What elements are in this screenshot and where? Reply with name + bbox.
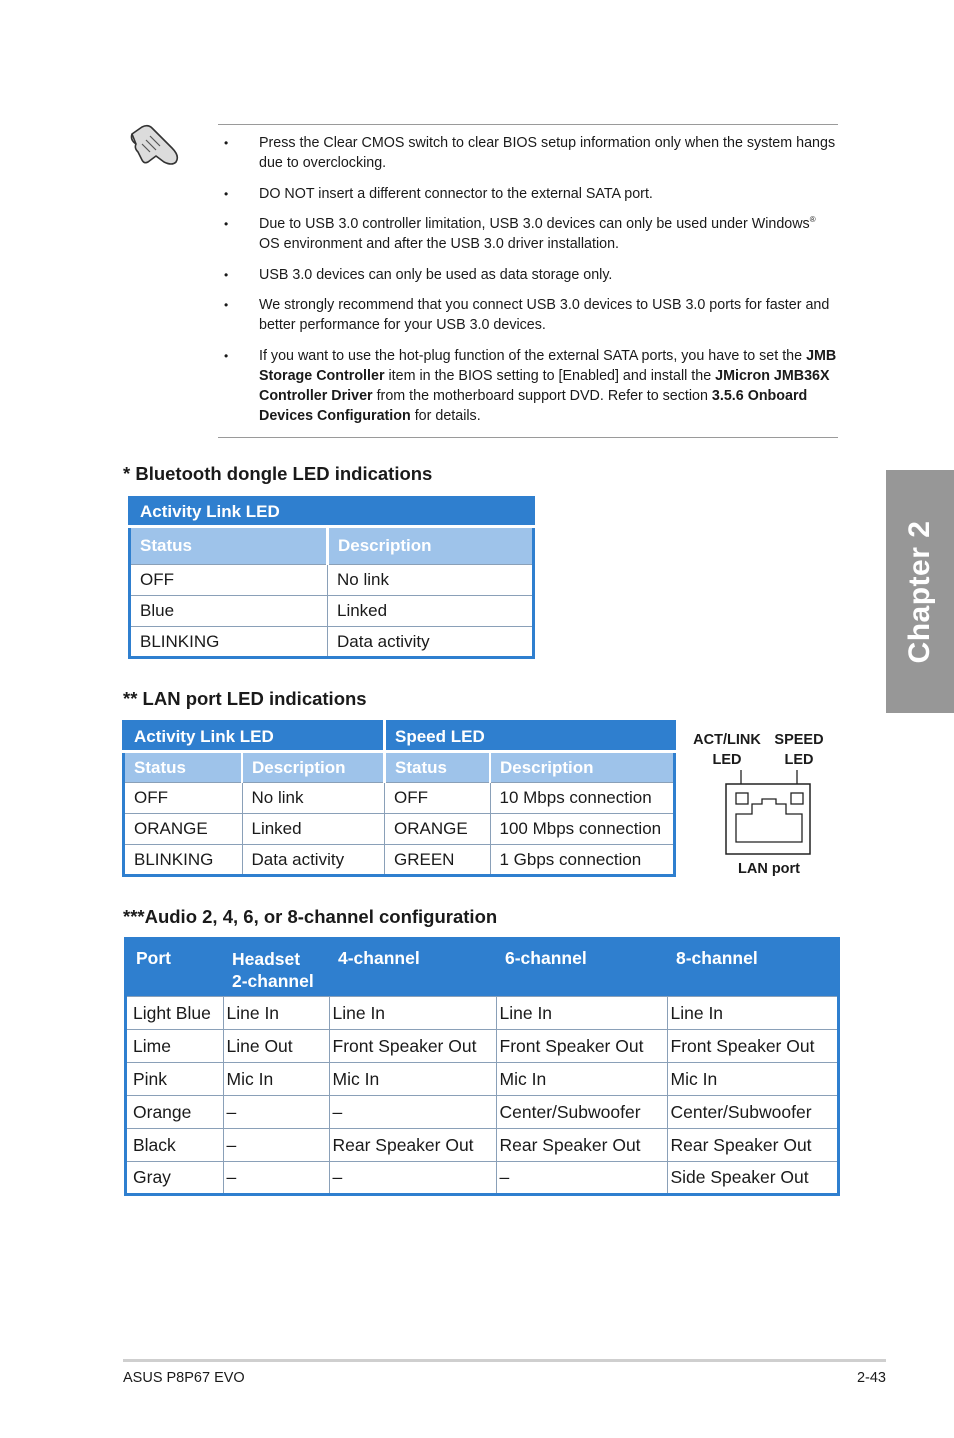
audio-cell: Light Blue <box>126 997 224 1030</box>
bullet-icon: • <box>224 348 229 363</box>
audio-row <box>126 1096 839 1129</box>
note-bold-text: JMB Storage Controller <box>259 347 837 384</box>
lan-row <box>124 783 675 814</box>
bullet-icon: • <box>224 217 229 231</box>
footer-product-name: ASUS P8P67 EVO <box>123 1370 245 1386</box>
note-item <box>224 265 838 285</box>
audio-cell: – <box>223 1129 329 1162</box>
lan-header-status: Status <box>385 752 491 783</box>
lan-cell: Data activity <box>242 845 385 876</box>
audio-cell: – <box>223 1096 329 1129</box>
note-text: Due to USB 3.0 controller limitation, USB 3.0 devices can only be used under Windows <box>259 216 810 232</box>
lan-header-description: Description <box>490 752 675 783</box>
note-item <box>224 184 838 204</box>
audio-title: ***Audio 2, 4, 6, or 8-channel configuration <box>123 906 498 927</box>
bluetooth-cell: BLINKING <box>130 627 328 658</box>
bluetooth-group-header: Activity Link LED <box>130 498 534 527</box>
audio-cell: – <box>329 1096 496 1129</box>
bluetooth-cell: No link <box>328 565 534 596</box>
audio-cell: Gray <box>126 1162 224 1195</box>
bluetooth-row <box>130 565 534 596</box>
bluetooth-row <box>130 627 534 658</box>
bluetooth-header-description: Description <box>328 527 534 565</box>
note-text: We strongly recommend that you connect USB 3.0 devices to USB 3.0 ports for faster and better performance for your USB 3.0 devices. <box>259 297 830 333</box>
audio-row <box>126 1162 839 1195</box>
audio-cell: Rear Speaker Out <box>329 1129 496 1162</box>
note-text: DO NOT insert a different connector to the external SATA port. <box>259 185 653 202</box>
lan-group-speed: Speed LED <box>385 722 675 752</box>
note-item <box>224 346 838 426</box>
speed-led-label: SPEED LED <box>774 732 824 768</box>
audio-row <box>126 1129 839 1162</box>
lan-cell: ORANGE <box>385 814 491 845</box>
audio-cell: Line In <box>329 997 496 1030</box>
note-bold-text: JMicron JMB36X Controller Driver <box>259 367 830 404</box>
audio-cell: – <box>223 1162 329 1195</box>
note-text: If you want to use the hot-plug function of the external SATA ports, you have to set the <box>259 347 807 364</box>
note-bottom-rule <box>218 437 838 438</box>
audio-cell: Pink <box>126 1063 224 1096</box>
lan-cell: 100 Mbps connection <box>490 814 675 845</box>
lan-cell: ORANGE <box>124 814 243 845</box>
lan-port-label: LAN port <box>737 861 800 877</box>
note-text: ® <box>809 215 816 225</box>
audio-cell: Lime <box>126 1030 224 1063</box>
bluetooth-cell: Data activity <box>328 627 534 658</box>
lan-cell: OFF <box>124 783 243 814</box>
note-item <box>224 214 838 254</box>
lan-group-activity: Activity Link LED <box>124 722 385 752</box>
lan-cell: Linked <box>242 814 385 845</box>
audio-header-2ch: Headset 2-channel <box>223 939 329 997</box>
audio-cell: – <box>496 1162 667 1195</box>
lan-header-description: Description <box>242 752 385 783</box>
note-list <box>224 133 838 436</box>
bluetooth-row <box>130 596 534 627</box>
lan-header-status: Status <box>124 752 243 783</box>
audio-header-8ch: 8-channel <box>667 939 839 997</box>
audio-header-port: Port <box>126 939 224 997</box>
lan-led-table <box>122 720 676 877</box>
audio-header-4ch: 4-channel <box>329 939 496 997</box>
bluetooth-cell: OFF <box>130 565 328 596</box>
audio-cell: Line In <box>223 997 329 1030</box>
bullet-icon: • <box>224 136 229 150</box>
audio-cell: – <box>329 1162 496 1195</box>
audio-cell: Rear Speaker Out <box>496 1129 667 1162</box>
note-item <box>224 295 838 335</box>
audio-header-6ch: 6-channel <box>496 939 667 997</box>
bluetooth-cell: Blue <box>130 596 328 627</box>
bullet-icon: • <box>224 298 229 312</box>
bluetooth-header-status: Status <box>130 527 328 565</box>
note-text: Press the Clear CMOS switch to clear BIOS setup information only when the system hangs due to overclocking. <box>259 135 836 171</box>
audio-cell: Line In <box>667 997 839 1030</box>
note-bold-text: 3.5.6 Onboard Devices Configuration <box>259 387 808 424</box>
note-text: for details. <box>410 407 481 424</box>
hand-pointing-icon <box>128 122 184 168</box>
audio-cell: Mic In <box>329 1063 496 1096</box>
lan-port-icon <box>724 770 814 858</box>
note-text: USB 3.0 devices can only be used as data storage only. <box>259 266 613 283</box>
footer-page-number: 2-43 <box>856 1370 886 1386</box>
bluetooth-cell: Linked <box>328 596 534 627</box>
note-top-rule <box>218 124 838 125</box>
note-text: item in the BIOS setting to [Enabled] and install the <box>384 367 716 384</box>
audio-cell: Black <box>126 1129 224 1162</box>
audio-row <box>126 1063 839 1096</box>
lan-cell: No link <box>242 783 385 814</box>
act-link-led-label: ACT/LINK LED <box>693 732 761 768</box>
bluetooth-title: * Bluetooth dongle LED indications <box>123 463 433 484</box>
audio-cell: Mic In <box>496 1063 667 1096</box>
note-text: OS environment and after the USB 3.0 driver installation. <box>259 236 619 252</box>
note-item <box>224 133 838 173</box>
audio-config-table <box>124 937 840 1196</box>
audio-row <box>126 1030 839 1063</box>
note-text: from the motherboard support DVD. Refer to section <box>372 387 712 404</box>
audio-cell: Mic In <box>223 1063 329 1096</box>
bullet-icon: • <box>224 267 229 282</box>
audio-cell: Front Speaker Out <box>329 1030 496 1063</box>
lan-cell: 10 Mbps connection <box>490 783 675 814</box>
chapter-tab-label: Chapter 2 <box>903 520 936 663</box>
audio-cell: Side Speaker Out <box>667 1162 839 1195</box>
audio-cell: Mic In <box>667 1063 839 1096</box>
lan-cell: OFF <box>385 783 491 814</box>
audio-cell: Front Speaker Out <box>667 1030 839 1063</box>
bullet-icon: • <box>224 186 229 201</box>
lan-title: ** LAN port LED indications <box>123 688 367 709</box>
audio-cell: Center/Subwoofer <box>667 1096 839 1129</box>
audio-cell: Front Speaker Out <box>496 1030 667 1063</box>
audio-row <box>126 997 839 1030</box>
audio-cell: Center/Subwoofer <box>496 1096 667 1129</box>
bluetooth-led-table <box>128 496 535 659</box>
lan-cell: 1 Gbps connection <box>490 845 675 876</box>
lan-row <box>124 845 675 876</box>
audio-cell: Rear Speaker Out <box>667 1129 839 1162</box>
audio-cell: Line In <box>496 997 667 1030</box>
audio-cell: Orange <box>126 1096 224 1129</box>
lan-row <box>124 814 675 845</box>
footer-rule <box>123 1359 886 1362</box>
chapter-tab[interactable] <box>886 470 954 713</box>
lan-cell: BLINKING <box>124 845 243 876</box>
audio-cell: Line Out <box>223 1030 329 1063</box>
lan-cell: GREEN <box>385 845 491 876</box>
